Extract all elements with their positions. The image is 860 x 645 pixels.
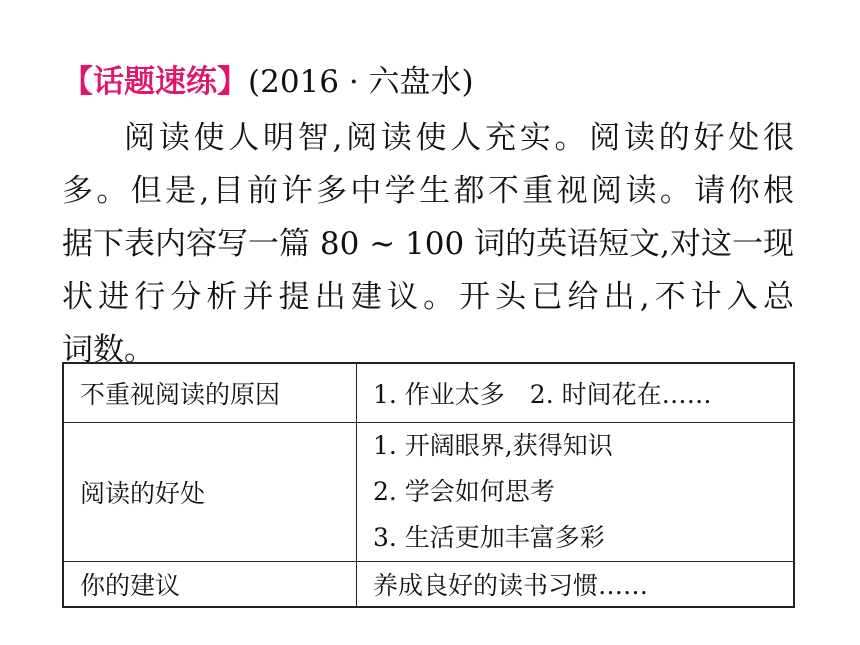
benefit-item-3: 3. 生活更加丰富多彩 — [373, 523, 605, 552]
suggestion-label-cell: 你的建议 — [63, 562, 357, 608]
topic-practice-label: 【话题速练】 — [62, 64, 248, 100]
reasons-content-cell: 1. 作业太多 2. 时间花在…… — [357, 363, 795, 423]
reasons-label-cell: 不重视阅读的原因 — [63, 363, 357, 423]
source-note: (2016 · 六盘水) — [248, 64, 474, 100]
benefit-item-2: 2. 学会如何思考 — [373, 477, 555, 506]
passage-line-3: 据下表内容写一篇 80 ~ 100 词的英语短文,对这一现 — [62, 226, 794, 262]
passage-line-4: 状进行分析并提出建议。开头已给出,不计入总 — [62, 279, 794, 315]
table-row-reasons — [63, 363, 794, 423]
benefit-item-1: 1. 开阔眼界,获得知识 — [373, 431, 613, 460]
writing-outline-table — [62, 362, 795, 608]
passage-line-5: 词数。 — [62, 332, 155, 368]
table-row-suggestion — [63, 562, 794, 608]
passage-line-2: 多。但是,目前许多中学生都不重视阅读。请你根 — [62, 173, 794, 209]
passage-line-1: 阅读使人明智,阅读使人充实。阅读的好处很 — [124, 120, 794, 156]
table-row-benefits — [63, 423, 794, 562]
benefits-content-cell — [357, 423, 795, 562]
suggestion-content-cell: 养成良好的读书习惯…… — [357, 562, 795, 608]
prompt-passage — [62, 112, 794, 377]
exercise-header — [62, 62, 474, 102]
benefits-label-cell: 阅读的好处 — [63, 423, 357, 562]
